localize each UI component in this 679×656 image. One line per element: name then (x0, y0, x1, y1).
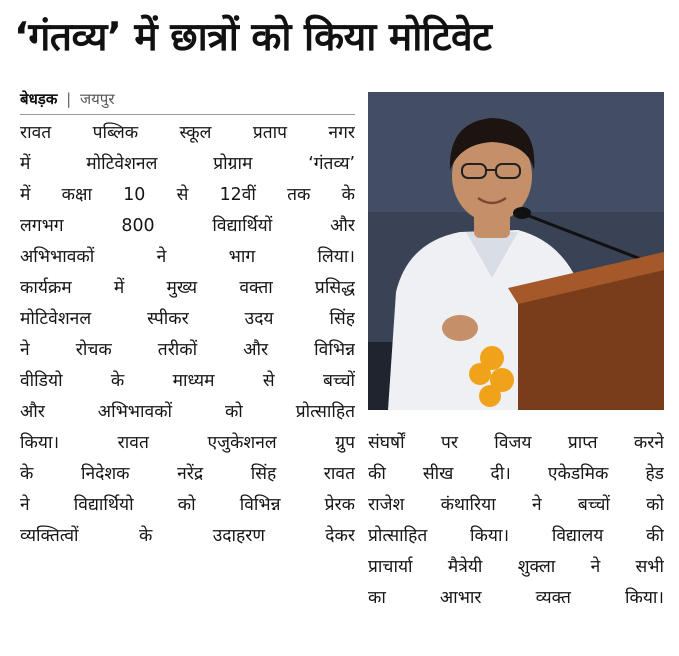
dateline (20, 88, 114, 110)
speaker-hand (442, 315, 478, 341)
body-line: व्यक्तित्वों के उदाहरण देकर (20, 526, 355, 546)
body-line: प्रोत्साहित किया। विद्यालय की (368, 526, 664, 546)
source-name: बेधड़क (20, 90, 58, 108)
body-line: कार्यक्रम में मुख्य वक्ता प्रसिद्ध (20, 278, 355, 298)
speaker-photo-illustration (368, 92, 664, 410)
body-line: वीडियो के माध्यम से बच्चों (20, 371, 355, 391)
body-line: में मोटिवेशनल प्रोग्राम ‘गंतव्य’ (20, 154, 355, 174)
article-body-right-column (368, 428, 664, 614)
headline: ‘गंतव्य’ में छात्रों को किया मोटिवेट (14, 15, 492, 60)
article-body-left-column (20, 118, 355, 552)
body-line: प्राचार्या मैत्रेयी शुक्ला ने सभी (368, 557, 664, 577)
body-line: की सीख दी। एकेडमिक हेड (368, 464, 664, 484)
speaker-photo (368, 92, 664, 410)
dateline-rule (20, 114, 355, 115)
body-line: ने विद्यार्थियो को विभिन्न प्रेरक (20, 495, 355, 515)
body-line: और अभिभावकों को प्रोत्साहित (20, 402, 355, 422)
microphone-head (513, 207, 531, 219)
body-line: के निदेशक नरेंद्र सिंह रावत (20, 464, 355, 484)
body-line: का आभार व्यक्त किया। (368, 588, 664, 608)
body-line: संघर्षों पर विजय प्राप्त करने (368, 433, 664, 453)
body-line: ने रोचक तरीकों और विभिन्न (20, 340, 355, 360)
body-line: किया। रावत एजुकेशनल ग्रुप (20, 433, 355, 453)
dateline-separator: | (66, 90, 72, 108)
body-line: अभिभावकों ने भाग लिया। (20, 247, 355, 267)
body-line: राजेश कंथारिया ने बच्चों को (368, 495, 664, 515)
dateline-city: जयपुर (79, 90, 115, 108)
body-line: लगभग 800 विद्यार्थियों और (20, 216, 355, 236)
flower (469, 363, 491, 385)
flower (479, 385, 501, 407)
body-line: मोटिवेशनल स्पीकर उदय सिंह (20, 309, 355, 329)
body-line: में कक्षा 10 से 12वीं तक के (20, 185, 355, 205)
body-line: रावत पब्लिक स्कूल प्रताप नगर (20, 123, 355, 143)
